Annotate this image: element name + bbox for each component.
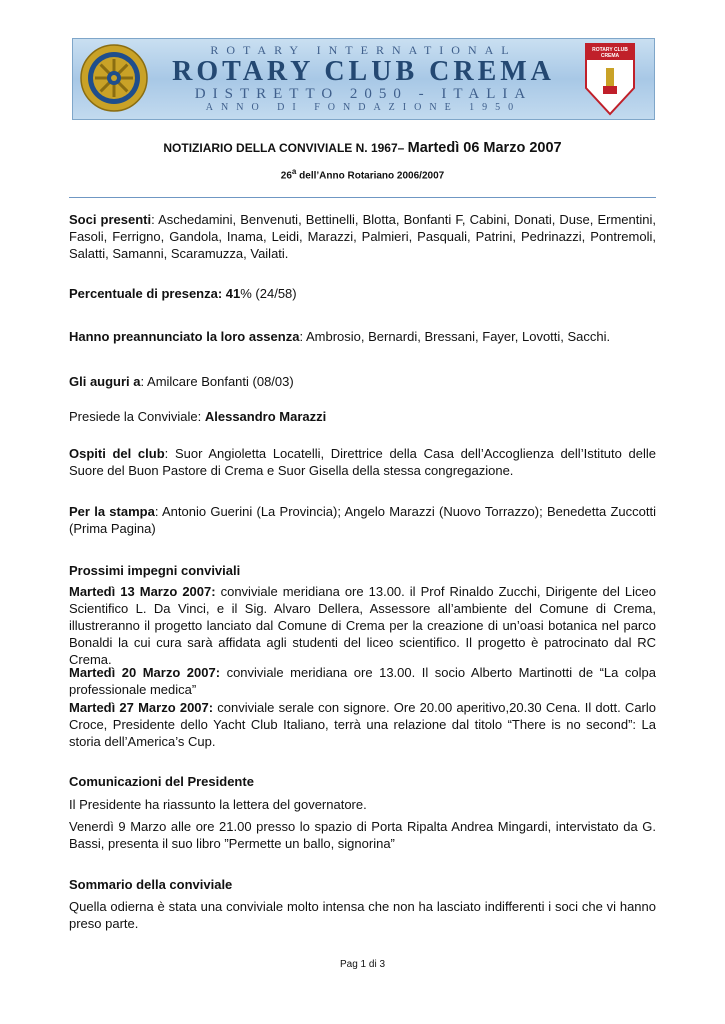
assenza-label: Hanno preannunciato la loro assenza — [69, 329, 300, 344]
assenze — [69, 328, 656, 345]
stampa-text: : Antonio Guerini (La Provincia); Angelo Marazzi (Nuovo Torrazzo); Benedetta Zuccotti (Prima Pagina) — [69, 504, 656, 536]
percentuale-label: Percentuale di presenza: 41 — [69, 286, 241, 301]
prossimo-item — [69, 699, 656, 750]
presiede-name: Alessandro Marazzi — [204, 409, 327, 424]
assenza-text: : Ambrosio, Bernardi, Bressani, Fayer, Lovotti, Sacchi. — [299, 329, 611, 344]
subtitle-sup: a — [291, 167, 297, 176]
banner-line-club-name: ROTARY CLUB CREMA — [172, 56, 555, 87]
prossimo-text: conviviale serale con signore. Ore 20.00 aperitivo,20.30 Cena. Il dott. Carlo Croce, Presidente dello Yacht Club Italiano, terrà una relazione dal titolo “There is no second”: La storia dell’America’s Cup. — [69, 700, 656, 749]
auguri — [69, 373, 656, 390]
auguri-text: : Amilcare Bonfanti (08/03) — [140, 374, 294, 389]
prossimo-date: Martedì 20 Marzo 2007: — [69, 665, 221, 680]
header-banner — [72, 38, 655, 120]
ospiti — [69, 445, 656, 479]
prossimo-item — [69, 664, 656, 698]
auguri-label: Gli auguri a — [69, 374, 141, 389]
percentuale-text: % (24/58) — [240, 286, 297, 301]
prossimi-heading: Prossimi impegni conviviali — [69, 563, 241, 578]
prossimo-text: conviviale meridiana ore 13.00. Il socio Alberto Martinotti de “La colpa professionale medica” — [69, 665, 656, 697]
sommario-heading: Sommario della conviviale — [69, 877, 233, 892]
subtitle-number: 26 — [280, 170, 292, 182]
presiede-text: Presiede la Conviviale: — [69, 409, 205, 424]
banner-line-foundation: ANNO DI FONDAZIONE 1950 — [205, 102, 522, 113]
title-date: Martedì 06 Marzo 2007 — [407, 140, 562, 156]
page-title — [0, 140, 725, 156]
per-la-stampa — [69, 503, 656, 537]
page-number: Pag 1 di 3 — [339, 959, 386, 970]
comunicazioni-heading: Comunicazioni del Presidente — [69, 774, 254, 789]
prossimo-item — [69, 583, 656, 668]
prossimo-date: Martedì 27 Marzo 2007: — [69, 700, 214, 715]
page-subtitle — [0, 167, 725, 181]
divider — [69, 197, 656, 198]
percentuale-presenza — [69, 285, 656, 302]
soci-label: Soci presenti — [69, 212, 152, 227]
svg-text:ROTARY CLUB: ROTARY CLUB — [592, 47, 628, 53]
ospiti-label: Ospiti del club — [69, 446, 165, 461]
sommario-p1: Quella odierna è stata una conviviale molto intensa che non ha lasciato indifferenti i soci che vi hanno preso parte. — [69, 899, 656, 931]
comunicazioni-p1: Il Presidente ha riassunto la lettera del governatore. — [69, 797, 367, 812]
presiede — [69, 408, 656, 425]
subtitle-rest: dell’Anno Rotariano 2006/2007 — [296, 170, 445, 182]
ospiti-text: : Suor Angioletta Locatelli, Direttrice della Casa dell’Accoglienza dell’Istituto delle Suore del Buon Pastore di Crema e Suor Gisella della stessa congregazione. — [69, 446, 656, 478]
stampa-label: Per la stampa — [69, 504, 155, 519]
banner-line-district: DISTRETTO 2050 - ITALIA — [194, 86, 533, 102]
prossimo-text: conviviale meridiana ore 13.00. il Prof Rinaldo Zucchi, Dirigente del Liceo Scientifico L. Da Vinci, e il Sig. Alvaro Dellera, Assessore all’ambiente del Comune di Crema, illustreranno il progetto lanciato dal Comune di Crema per la creazione di un’oasi botanica nel parco Bonaldi la cui cura sarà affidata agli studenti del liceo scientifico. Il progetto è patrocinato dal RC Crema. — [69, 584, 656, 667]
prossimo-date: Martedì 13 Marzo 2007: — [69, 584, 216, 599]
soci-text: : Aschedamini, Benvenuti, Bettinelli, Blotta, Bonfanti F, Cabini, Donati, Duse, Ermentini, Fasoli, Ferrigno, Gandola, Inama, Leidi, Marazzi, Palmieri, Pasquali, Patrini, Pedrinazzi, Pontremoli, Salatti, Samanni, Scaramuzza, Vailati. — [69, 212, 656, 261]
soci-presenti — [69, 211, 656, 262]
club-pennant-logo — [584, 42, 636, 116]
comunicazioni-p2: Venerdì 9 Marzo alle ore 21.00 presso lo spazio di Porta Ripalta Andrea Mingardi, intervistato da G. Bassi, presenta il suo libro ”Permette un ballo, signorina” — [69, 819, 656, 851]
banner-line-rotary-international: ROTARY INTERNATIONAL — [210, 43, 517, 57]
title-main: NOTIZIARIO DELLA CONVIVIALE N. 1967– — [163, 141, 408, 155]
svg-text:CREMA: CREMA — [600, 53, 620, 59]
